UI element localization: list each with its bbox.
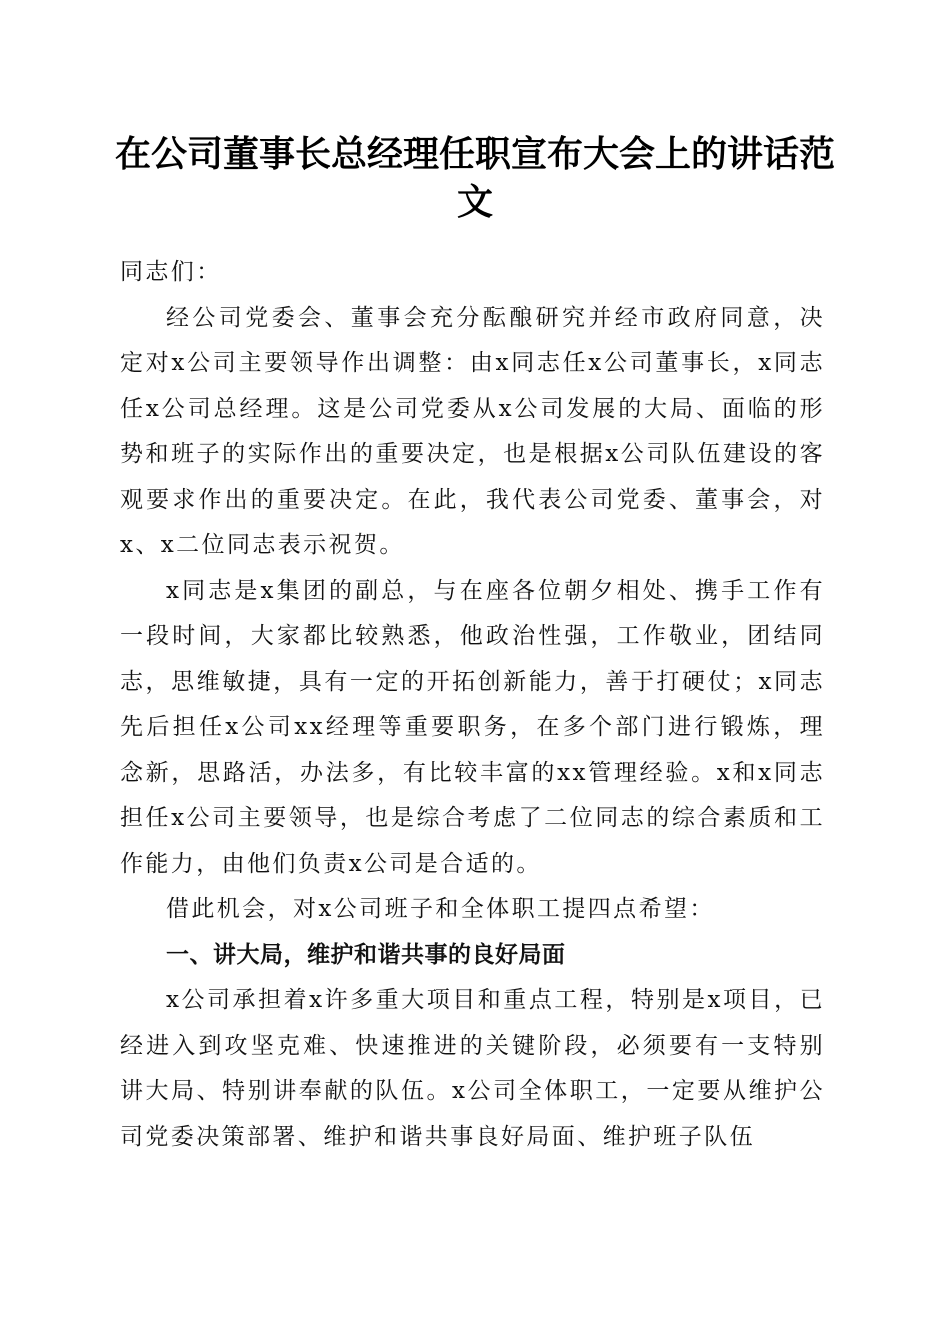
paragraph-expectations: 借此机会，对x公司班子和全体职工提四点希望： <box>166 896 715 922</box>
document-body <box>120 250 825 1160</box>
paragraph-decision: 经公司党委会、董事会充分酝酿研究并经市政府同意，决定对x公司主要领导作出调整：由x同志任x公司董事长，x同志任x公司总经理。这是公司党委从x公司发展的大局、面临的形势和班子的实际作出的重要决定，也是根据x公司队伍建设的客观要求作出的重要决定。在此，我代表公司党委、董事会，对x、x二位同志表示祝贺。 <box>120 304 825 558</box>
document-title: 在公司董事长总经理任职宣布大会上的讲话范文 <box>114 133 835 223</box>
salutation: 同志们： <box>120 259 222 285</box>
section-heading: 一、讲大局，维护和谐共事的良好局面 <box>166 941 566 968</box>
paragraph-introduction: x同志是x集团的副总，与在座各位朝夕相处、携手工作有一段时间，大家都比较熟悉，他政治性强，工作敬业，团结同志，思维敏捷，具有一定的开拓创新能力，善于打硬仗；x同志先后担任x公司xx经理等重要职务，在多个部门进行锻炼，理念新，思路活，办法多，有比较丰富的xx管理经验。x和x同志担任x公司主要领导，也是综合考虑了二位同志的综合素质和工作能力，由他们负责x公司是合适的。 <box>120 577 825 877</box>
section-paragraph: x公司承担着x许多重大项目和重点工程，特别是x项目，已经进入到攻坚克难、快速推进的关键阶段，必须要有一支特别讲大局、特别讲奉献的队伍。x公司全体职工，一定要从维护公司党委决策部署、维护和谐共事良好局面、维护班子队伍 <box>120 987 825 1150</box>
